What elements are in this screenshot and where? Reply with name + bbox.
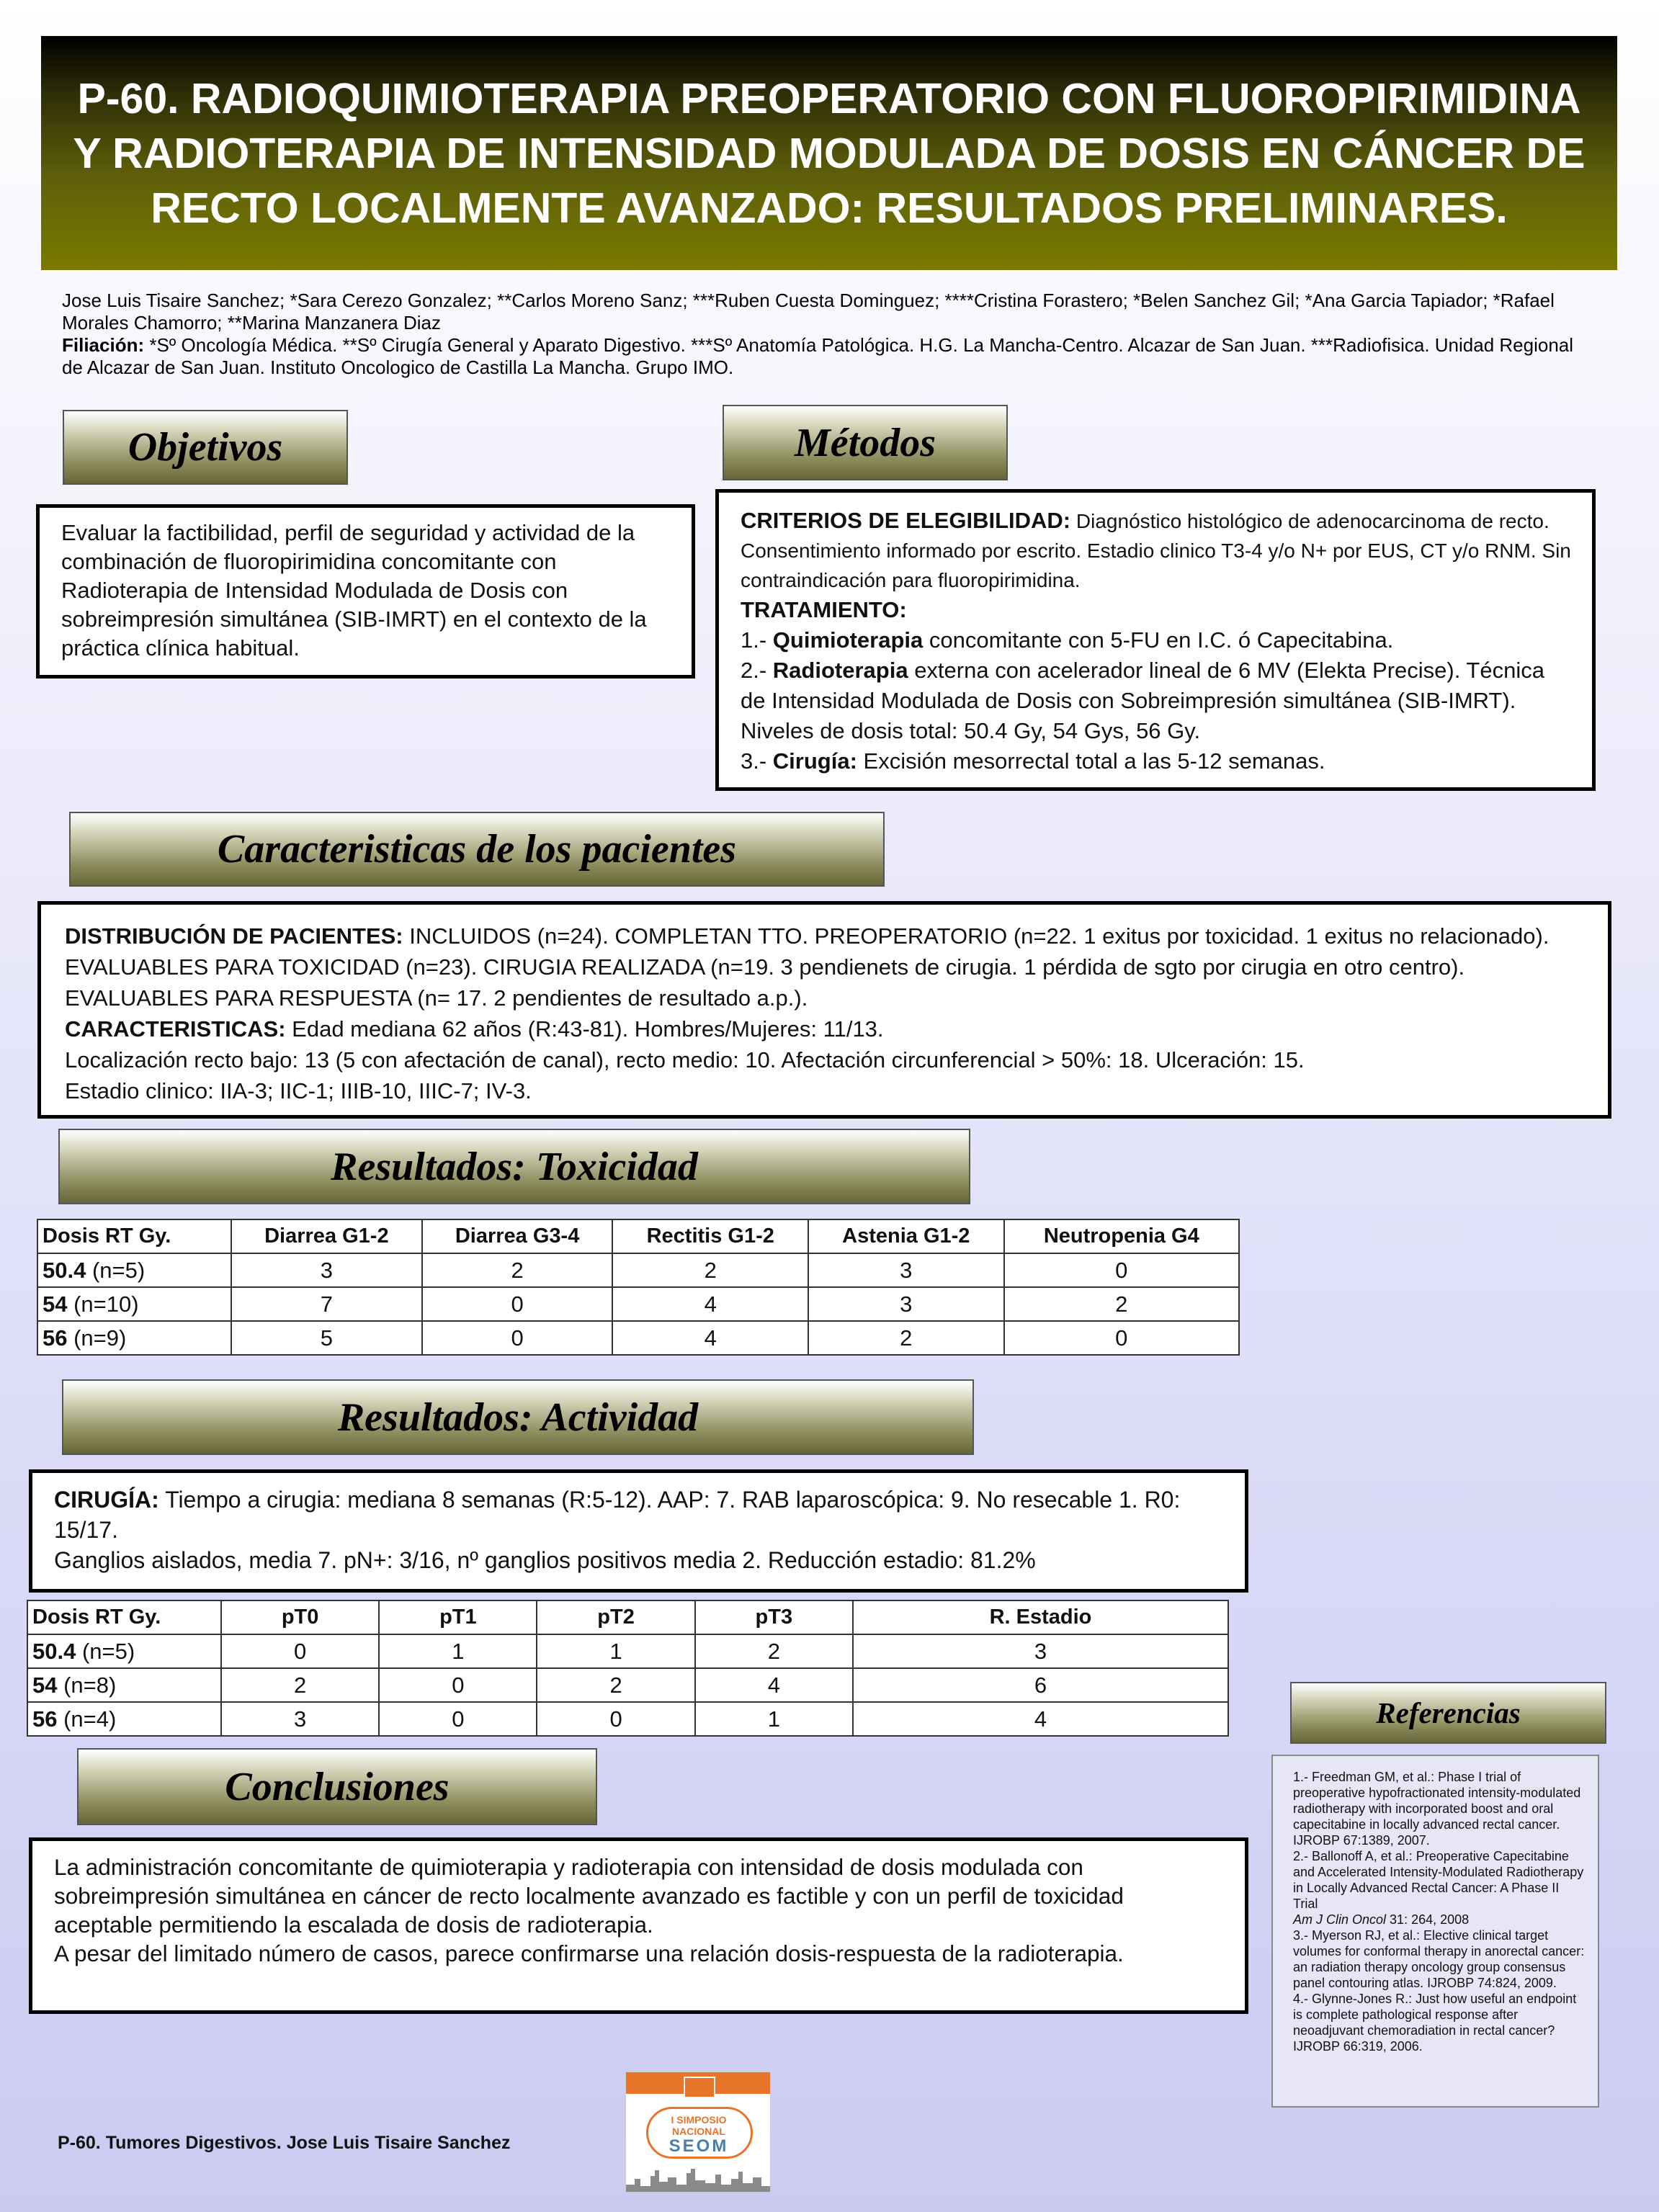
- reference-text: 2.- Ballonoff A, et al.: Preoperative Capecitabine and Accelerated Intensity-Modulated Radiotherapy in Locally Advanced Rectal Cancer: A Phase II Trial: [1293, 1849, 1584, 1911]
- item1-prefix: 1.-: [741, 627, 773, 653]
- table-row: [27, 1668, 1228, 1702]
- item2-bold: Radioterapia: [772, 658, 908, 683]
- skyline-icon: [626, 2163, 771, 2193]
- table-cell: 1: [695, 1702, 853, 1736]
- toxicidad-header-row: [37, 1219, 1239, 1253]
- item3-bold: Cirugía:: [772, 748, 857, 774]
- actividad-header-cell: Dosis RT Gy.: [27, 1600, 221, 1634]
- actividad-heading: Resultados: Actividad: [62, 1379, 974, 1455]
- table-cell: 0: [537, 1702, 694, 1736]
- table-cell: 0: [1004, 1253, 1239, 1287]
- table-cell: 0: [1004, 1321, 1239, 1355]
- actividad-table: [27, 1600, 1229, 1737]
- table-row: [37, 1253, 1239, 1287]
- table-cell: 5: [231, 1321, 422, 1355]
- item2-prefix: 2.-: [741, 658, 773, 683]
- criterios-label: CRITERIOS DE ELEGIBILIDAD:: [741, 508, 1071, 533]
- actividad-header-cell: pT2: [537, 1600, 694, 1634]
- toxicidad-header-cell: Diarrea G3-4: [422, 1219, 613, 1253]
- table-cell: 3: [808, 1287, 1004, 1321]
- dose-n: (n=4): [57, 1706, 117, 1732]
- table-cell: 2: [808, 1321, 1004, 1355]
- toxicidad-header-cell: Rectitis G1-2: [612, 1219, 808, 1253]
- criterios: [741, 506, 1573, 595]
- tratamiento-item-1: [741, 625, 1573, 655]
- item2-text: externa con acelerador lineal de 6 MV (Elekta Precise). Técnica de Intensidad Modulada de Dosis con Sobreimpresión simultánea (SIB-IMRT). Niveles de dosis total: 50.4 Gy, 54 Gys, 56 Gy.: [741, 658, 1544, 743]
- dose-value: 56: [43, 1325, 68, 1351]
- toxicidad-header-cell: Dosis RT Gy.: [37, 1219, 231, 1253]
- poster-title: P-60. RADIOQUIMIOTERAPIA PREOPERATORIO CON FLUOROPIRIMIDINA Y RADIOTERAPIA DE INTENSIDAD MODULADA DE DOSIS EN CÁNCER DE RECTO LOCALMENTE AVANZADO: RESULTADOS PRELIMINARES.: [41, 36, 1617, 270]
- item1-bold: Quimioterapia: [772, 627, 924, 653]
- table-cell: 2: [422, 1253, 613, 1287]
- dose-value: 54: [43, 1291, 68, 1317]
- referencias-panel: [1271, 1755, 1599, 2108]
- actividad-header-cell: R. Estadio: [853, 1600, 1228, 1634]
- actividad-header-cell: pT1: [379, 1600, 537, 1634]
- dose-cell: [27, 1702, 221, 1736]
- dose-cell: [27, 1634, 221, 1668]
- table-cell: 7: [231, 1287, 422, 1321]
- reference-item: [1293, 1848, 1585, 1927]
- toxicidad-header-cell: Diarrea G1-2: [231, 1219, 422, 1253]
- table-cell: 3: [231, 1253, 422, 1287]
- item3-prefix: 3.-: [741, 748, 773, 774]
- actividad-header-cell: pT0: [221, 1600, 379, 1634]
- logo-line1: I SIMPOSIO: [671, 2114, 727, 2126]
- affiliation: [62, 334, 1596, 379]
- estadio-text: Estadio clinico: IIA-3; IIC-1; IIIB-10, IIIC-7; IV-3.: [65, 1078, 532, 1103]
- table-cell: 4: [612, 1321, 808, 1355]
- caracteristicas-label: CARACTERISTICAS:: [65, 1016, 286, 1042]
- criterios-text: Diagnóstico histológico de adenocarcinoma de recto. Consentimiento informado por escrito. Estadio clinico T3-4 y/o N+ por EUS, CT y/o RNM. Sin contraindicación para fluoropirimidina.: [741, 510, 1571, 591]
- cirugia-label: CIRUGÍA:: [54, 1487, 159, 1513]
- table-cell: 6: [853, 1668, 1228, 1702]
- dose-n: (n=5): [76, 1638, 135, 1664]
- dose-value: 56: [32, 1706, 58, 1732]
- tratamiento-label-text: TRATAMIENTO:: [741, 597, 907, 622]
- reference-tail: 31: 264, 2008: [1386, 1912, 1470, 1927]
- reference-item: 4.- Glynne-Jones R.: Just how useful an endpoint is complete pathological response after neoadjuvant chemoradiation in rectal cancer? IJROBP 66:319, 2006.: [1293, 1992, 1577, 2054]
- reference-item: 3.- Myerson RJ, et al.: Elective clinical target volumes for conformal therapy in anorectal cancer: an radiation therapy oncology group consensus panel contouring atlas. IJROBP 74:824, 2009.: [1293, 1928, 1585, 1990]
- metodos-heading: Métodos: [723, 405, 1008, 480]
- table-row: [37, 1321, 1239, 1355]
- logo-badge: [684, 2077, 715, 2098]
- dose-n: (n=8): [57, 1672, 117, 1698]
- dose-cell: [37, 1321, 231, 1355]
- table-cell: 0: [422, 1321, 613, 1355]
- distribucion: [65, 921, 1586, 1013]
- ganglios-text: Ganglios aislados, media 7. pN+: 3/16, nº ganglios positivos media 2. Reducción estadio: 81.2%: [54, 1547, 1036, 1573]
- pacientes-heading: Caracteristicas de los pacientes: [69, 812, 885, 887]
- cirugia-text: Tiempo a cirugia: mediana 8 semanas (R:5-12). AAP: 7. RAB laparoscópica: 9. No resecable 1. R0: 15/17.: [54, 1487, 1181, 1543]
- table-cell: 0: [221, 1634, 379, 1668]
- table-cell: 3: [221, 1702, 379, 1736]
- localizacion-text: Localización recto bajo: 13 (5 con afectación de canal), recto medio: 10. Afectación circunferencial > 50%: 18. Ulceración: 15.: [65, 1047, 1305, 1073]
- distribucion-label: DISTRIBUCIÓN DE PACIENTES:: [65, 923, 403, 949]
- distribucion-text: INCLUIDOS (n=24). COMPLETAN TTO. PREOPERATORIO (n=22. 1 exitus por toxicidad. 1 exitus no relacionado). EVALUABLES PARA TOXICIDAD (n=23). CIRUGIA REALIZADA (n=19. 3 pendienets de cirugia. 1 pérdida de sgto por cirugia en otro centro). EVALUABLES PARA RESPUESTA (n= 17. 2 pendientes de resultado a.p.).: [65, 923, 1550, 1011]
- reference-journal: Am J Clin Oncol: [1293, 1912, 1387, 1927]
- table-cell: 3: [808, 1253, 1004, 1287]
- table-cell: 4: [695, 1668, 853, 1702]
- actividad-header-cell: pT3: [695, 1600, 853, 1634]
- toxicidad-header-cell: Astenia G1-2: [808, 1219, 1004, 1253]
- conclusiones-panel: [29, 1837, 1248, 2014]
- tratamiento-item-3: [741, 746, 1573, 776]
- table-cell: 2: [695, 1634, 853, 1668]
- dose-cell: [37, 1253, 231, 1287]
- caracteristicas: [65, 1013, 1586, 1044]
- conclusiones-p2: A pesar del limitado número de casos, parece confirmarse una relación dosis-respuesta de la radioterapia.: [54, 1940, 1124, 1966]
- toxicidad-table: [37, 1219, 1240, 1356]
- item3-text: Excisión mesorrectal total a las 5-12 semanas.: [857, 748, 1325, 774]
- table-cell: 1: [537, 1634, 694, 1668]
- table-cell: 0: [379, 1702, 537, 1736]
- referencias-heading: Referencias: [1290, 1682, 1606, 1744]
- table-cell: 3: [853, 1634, 1228, 1668]
- dose-n: (n=9): [67, 1325, 127, 1351]
- objetivos-panel: [36, 504, 695, 679]
- authors-list: Jose Luis Tisaire Sanchez; *Sara Cerezo Gonzalez; **Carlos Moreno Sanz; ***Ruben Cuesta Dominguez; ****Cristina Forastero; *Belen Sanchez Gil; *Ana Garcia Tapiador; *Rafael Morales Chamorro; **Marina Manzanera Diaz: [62, 290, 1555, 333]
- affiliation-label: Filiación:: [62, 334, 145, 356]
- table-cell: 0: [422, 1287, 613, 1321]
- caracteristicas-text: Edad mediana 62 años (R:43-81). Hombres/Mujeres: 11/13.: [285, 1016, 884, 1042]
- dose-value: 54: [32, 1672, 58, 1698]
- cirugia: [54, 1485, 1226, 1545]
- toxicidad-header-cell: Neutropenia G4: [1004, 1219, 1239, 1253]
- item1-text: concomitante con 5-FU en I.C. ó Capecitabina.: [923, 627, 1394, 653]
- dose-value: 50.4: [32, 1638, 76, 1664]
- table-cell: 2: [1004, 1287, 1239, 1321]
- table-row: [27, 1702, 1228, 1736]
- conclusiones-heading: Conclusiones: [77, 1748, 597, 1825]
- table-cell: 4: [612, 1287, 808, 1321]
- table-cell: 2: [221, 1668, 379, 1702]
- seom-logo: [625, 2072, 771, 2193]
- dose-cell: [37, 1287, 231, 1321]
- toxicidad-heading: Resultados: Toxicidad: [58, 1129, 970, 1204]
- table-cell: 0: [379, 1668, 537, 1702]
- metodos-panel: [715, 489, 1596, 791]
- tratamiento-item-2: [741, 655, 1573, 746]
- reference-item: 1.- Freedman GM, et al.: Phase I trial of preoperative hypofractionated intensity-modulated radiotherapy with incorporated boost and oral capecitabine in locally advanced rectal cancer. IJROBP 67:1389, 2007.: [1293, 1770, 1581, 1848]
- logo-line2: NACIONAL: [672, 2126, 725, 2137]
- authors-block: [62, 290, 1596, 379]
- dose-cell: [27, 1668, 221, 1702]
- tratamiento-label: [741, 595, 1573, 625]
- footer-text: P-60. Tumores Digestivos. Jose Luis Tisaire Sanchez: [58, 2133, 511, 2153]
- table-cell: 2: [612, 1253, 808, 1287]
- objetivos-text: Evaluar la factibilidad, perfil de seguridad y actividad de la combinación de fluoropirimidina concomitante con Radioterapia de Intensidad Modulada de Dosis con sobreimpresión simultánea (SIB-IMRT) en el contexto de la práctica clínica habitual.: [61, 520, 647, 661]
- dose-n: (n=5): [86, 1257, 146, 1283]
- affiliation-text: *Sº Oncología Médica. **Sº Cirugía General y Aparato Digestivo. ***Sº Anatomía Patológica. H.G. La Mancha-Centro. Alcazar de San Juan. ***Radiofisica. Unidad Regional de Alcazar de San Juan. Instituto Oncologico de Castilla La Mancha. Grupo IMO.: [62, 334, 1574, 378]
- objetivos-heading: Objetivos: [63, 410, 348, 485]
- table-cell: 1: [379, 1634, 537, 1668]
- table-row: [27, 1634, 1228, 1668]
- actividad-panel: [29, 1469, 1248, 1593]
- dose-n: (n=10): [67, 1291, 139, 1317]
- pacientes-panel: [37, 901, 1611, 1119]
- table-row: [37, 1287, 1239, 1321]
- table-cell: 2: [537, 1668, 694, 1702]
- conclusiones-p1: La administración concomitante de quimioterapia y radioterapia con intensidad de dosis modulada con sobreimpresión simultánea en cáncer de recto localmente avanzado es factible y con un perfil de toxicidad aceptable permitiendo la escalada de dosis de radioterapia.: [54, 1854, 1124, 1938]
- dose-value: 50.4: [43, 1257, 86, 1283]
- logo-line3: SEOM: [668, 2136, 729, 2156]
- actividad-header-row: [27, 1600, 1228, 1634]
- table-cell: 4: [853, 1702, 1228, 1736]
